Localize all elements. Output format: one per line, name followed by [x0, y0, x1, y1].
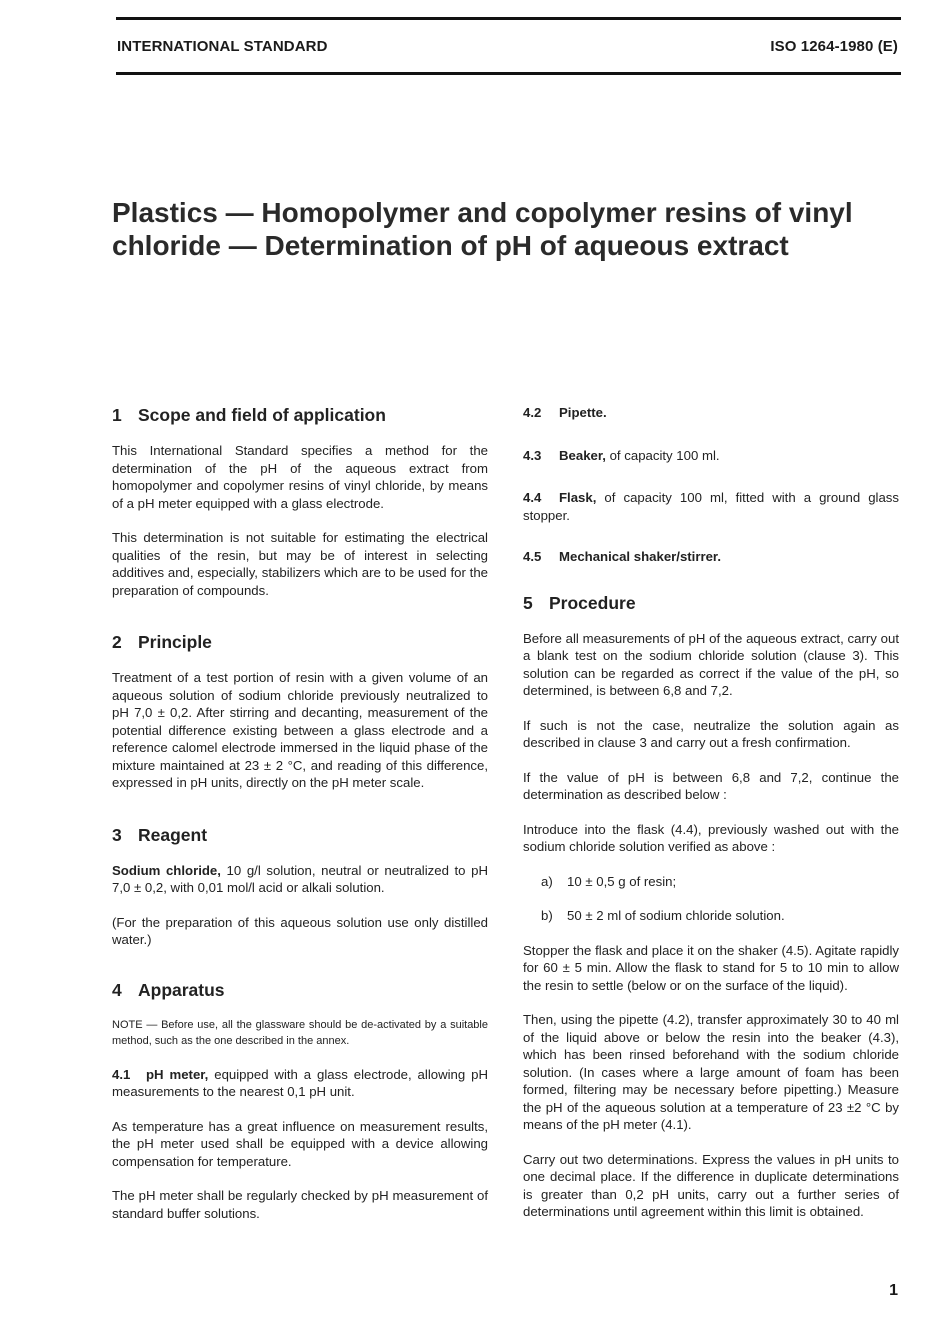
section-4-paragraph-3: The pH meter shall be regularly checked by pH measurement of standard buffer solutions. [112, 1188, 488, 1221]
section-4-paragraph-2: As temperature has a great influence on measurement results, the pH meter used shall be equipped with a device allowing compensation for temperature. [112, 1118, 488, 1169]
section-4-heading: 4 Apparatus [112, 979, 225, 1000]
list-item-a: a) 10 ± 0,5 g of resin; [541, 873, 677, 889]
subsection-4-3: 4.3 Beaker, of capacity 100 ml. [523, 447, 720, 463]
list-item-b: b) 50 ± 2 ml of sodium chloride solution. [541, 908, 785, 923]
section-2-paragraph: Treatment of a test portion of resin with a given volume of an aqueous solution of sodium chloride previously neutralized to pH 7,0 ± 0,2. After stirring and decanting, measurement of the potential difference existing between a glass electrode and a reference calomel electrode immersed in the liquid phase of the mixture maintained at 23 ± 2 °C, and reading of this difference, expressed in pH units, directly on the pH meter scale. [112, 670, 488, 790]
header-document-number: ISO 1264-1980 (E) [770, 38, 898, 55]
section-1-heading: 1 Scope and field of application [112, 405, 386, 425]
section-2-heading: 2 Principle [112, 632, 212, 652]
title-line-1: Plastics — Homopolymer and copolymer resins of vinyl [112, 197, 853, 228]
subsection-4-4: 4.4 Flask, of capacity 100 ml, fitted with a ground glass stopper. [523, 490, 899, 523]
header-standard-label: INTERNATIONAL STANDARD [117, 38, 328, 55]
top-rule [116, 17, 901, 20]
subsection-4-2: 4.2 Pipette. [523, 405, 607, 420]
section-3-heading: 3 Reagent [112, 824, 208, 845]
section-5-paragraph-7: Carry out two determinations. Express the values in pH units to one decimal place. If the difference in duplicate determinations is greater than 0,2 pH units, carry out a further series of determinations until agreement within this limit is obtained. [523, 1151, 899, 1219]
document-title [112, 196, 912, 262]
left-column [112, 404, 488, 1222]
section-5-paragraph-5: Stopper the flask and place it on the shaker (4.5). Agitate rapidly for 60 ± 5 min. Allow the flask to stand for 5 to 10 min to allow the resin to settle (below or on the surface of the liquid). [523, 942, 899, 993]
subsection-4-1: 4.1 pH meter, equipped with a glass electrode, allowing pH measurements to the nearest 0,1 pH unit. [112, 1066, 488, 1099]
page-number: 1 [889, 1282, 898, 1299]
section-5-paragraph-2: If such is not the case, neutralize the solution again as described in clause 3 and carry out a fresh confirmation. [523, 717, 899, 750]
section-5-paragraph-1: Before all measurements of pH of the aqueous extract, carry out a blank test on the sodium chloride solution (clause 3). This solution can be regarded as correct if the value of the pH, so determined, is between 6,8 and 7,2. [523, 630, 899, 698]
section-3-paragraph-2: (For the preparation of this aqueous solution use only distilled water.) [112, 914, 488, 947]
section-3-paragraph-1: Sodium chloride, 10 g/l solution, neutral or neutralized to pH 7,0 ± 0,2, with 0,01 mol/l acid or alkali solution. [112, 862, 488, 895]
section-1-paragraph-2: This determination is not suitable for estimating the electrical qualities of the resin, but may be of interest in selecting additives and, especially, stabilizers which are to be used for the preparation of compounds. [112, 530, 488, 598]
section-5-paragraph-6: Then, using the pipette (4.2), transfer approximately 30 to 40 ml of the liquid above or below the resin into the beaker (4.3), which has been rinsed beforehand with the sodium chloride solution. (In cases where a large amount of foam has been formed, filtering may be necessary before pipetting.) Measure the pH of the aqueous solution at a temperature of 23 ±2 °C by means of the pH meter (4.1). [523, 1012, 899, 1132]
right-column [523, 404, 899, 1221]
subsection-4-5: 4.5 Mechanical shaker/stirrer. [523, 549, 722, 564]
header-rule [116, 72, 901, 75]
title-line-2: chloride — Determination of pH of aqueous extract [112, 230, 789, 261]
section-1-paragraph-1: This International Standard specifies a method for the determination of the pH of the aqueous extract from homopolymer and copolymer resins of vinyl chloride, by means of a pH meter equipped with a glass electrode. [112, 443, 488, 511]
section-5-paragraph-4: Introduce into the flask (4.4), previously washed out with the sodium chloride solution verified as above : [523, 821, 899, 854]
section-4-note: NOTE — Before use, all the glassware should be de-activated by a suitable method, such as the one described in the annex. [112, 1018, 488, 1047]
section-5-heading: 5 Procedure [523, 592, 636, 613]
section-5-paragraph-3: If the value of pH is between 6,8 and 7,2, continue the determination as described below : [523, 769, 899, 802]
